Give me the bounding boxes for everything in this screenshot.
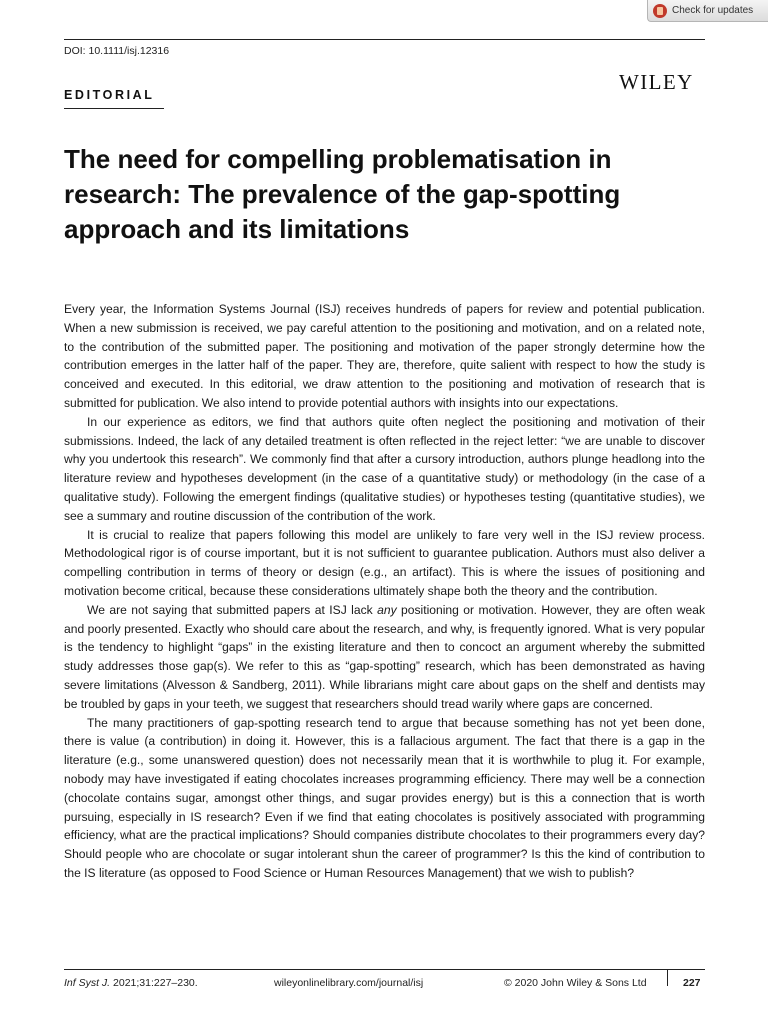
footer-rule [64,969,705,970]
paragraph-5: The many practitioners of gap-spotting research tend to argue that because something has not yet been done, there is value (a contribution) in doing it. However, this is a fallacious argument. The fact that there is a gap in the literature (e.g., some unanswered question) does not necessarily mean that it is worthwhile to plug it. For example, nobody may have investigated if eating chocolates increases programming efficiency. There may well be a connection (chocolate contains sugar, amongst other things, and sugar provides energy) but is this a connection that is worth pursuing, especially in IS research? Even if we find that eating chocolates is positively associated with programming efficiency, what are the practical implications? Should companies distribute chocolates to their programmers every day? Should people who are chocolate or sugar intolerant shun the career of programmer? Is this the kind of contribution to the IS literature (as opposed to Food Science or Human Resources Management) that we wish to publish? [64,715,705,880]
check-for-updates-label: Check for updates [672,5,754,16]
paragraph-4: We are not saying that submitted papers at ISJ lack any positioning or motivation. However, they are often weak and poorly presented. Exactly who should care about the research, and why, is frequently ignored. What is very popular is the tendency to highlight “gaps” in the existing literature and then to concoct an argument whereby the submitted study addresses those gap(s). We refer to this as “gap-spotting” research, which has been demonstrated as having severe limitations (Alvesson & Sandberg, 2011). While librarians might care about gaps on the shelf and dentists may be troubled by gaps in your teeth, we suggest that researchers should tread warily where gaps are concerned. [64,602,705,711]
paragraph-3: It is crucial to realize that papers following this model are unlikely to fare very well in the ISJ review process. Methodological rigor is of course important, but it is not sufficient to guarantee publication. Authors must also deliver a compelling contribution in terms of theory or design (e.g., an artifact). This is where the issues of positioning and motivation become critical, because these considerations ultimately shape both the theory and the contribution. [64,527,705,598]
article-body [64,300,705,883]
section-label: EDITORIAL [64,88,155,102]
paragraph-2: In our experience as editors, we find that authors quite often neglect the positioning and motivation of their submissions. Indeed, the lack of any detailed treatment is often reflected in the reject letter: “we are unable to discover why you undertook this research”. We commonly find that after a cursory introduction, authors plunge headlong into the literature review and hypotheses development (in the case of a quantitative study) or methodology (in the case of a qualitative study). Following the emergent findings (qualitative studies) or hypotheses testing (quantitative studies), we see a summary and routine discussion of the contribution of the work. [64,414,705,523]
footer-journal-abbrev: Inf Syst J. [64,977,111,989]
publisher-logo: WILEY [619,70,694,94]
paragraph-1: Every year, the Information Systems Journal (ISJ) receives hundreds of papers for review and potential publication. When a new submission is received, we pay careful attention to the positioning and motivation, and on a related note, to the contribution of the submitted paper. The positioning and motivation of the paper strongly determine how the contribution emerges in the latter half of the paper. They are, therefore, quite salient with respect to how the study is conceived and executed. In this editorial, we draw attention to the positioning and motivation of research that is submitted for publication. We also intend to provide potential authors with insights into our expectations. [64,302,705,410]
footer-citation [64,977,198,989]
check-for-updates-button[interactable] [647,0,768,22]
page-footer [64,977,705,993]
footer-copyright: © 2020 John Wiley & Sons Ltd [504,977,647,989]
page-number: 227 [683,977,701,989]
doi-link[interactable]: DOI: 10.1111/isj.12316 [64,45,170,57]
section-underline [64,108,164,109]
header-rule [64,39,705,40]
crossmark-icon [653,4,667,18]
footer-divider [667,969,668,986]
article-title: The need for compelling problematisation in research: The prevalence of the gap-spotting approach and its limitations [64,144,621,244]
footer-citation-text: 2021;31:227–230. [110,977,198,989]
footer-url-link[interactable]: wileyonlinelibrary.com/journal/isj [274,977,424,989]
